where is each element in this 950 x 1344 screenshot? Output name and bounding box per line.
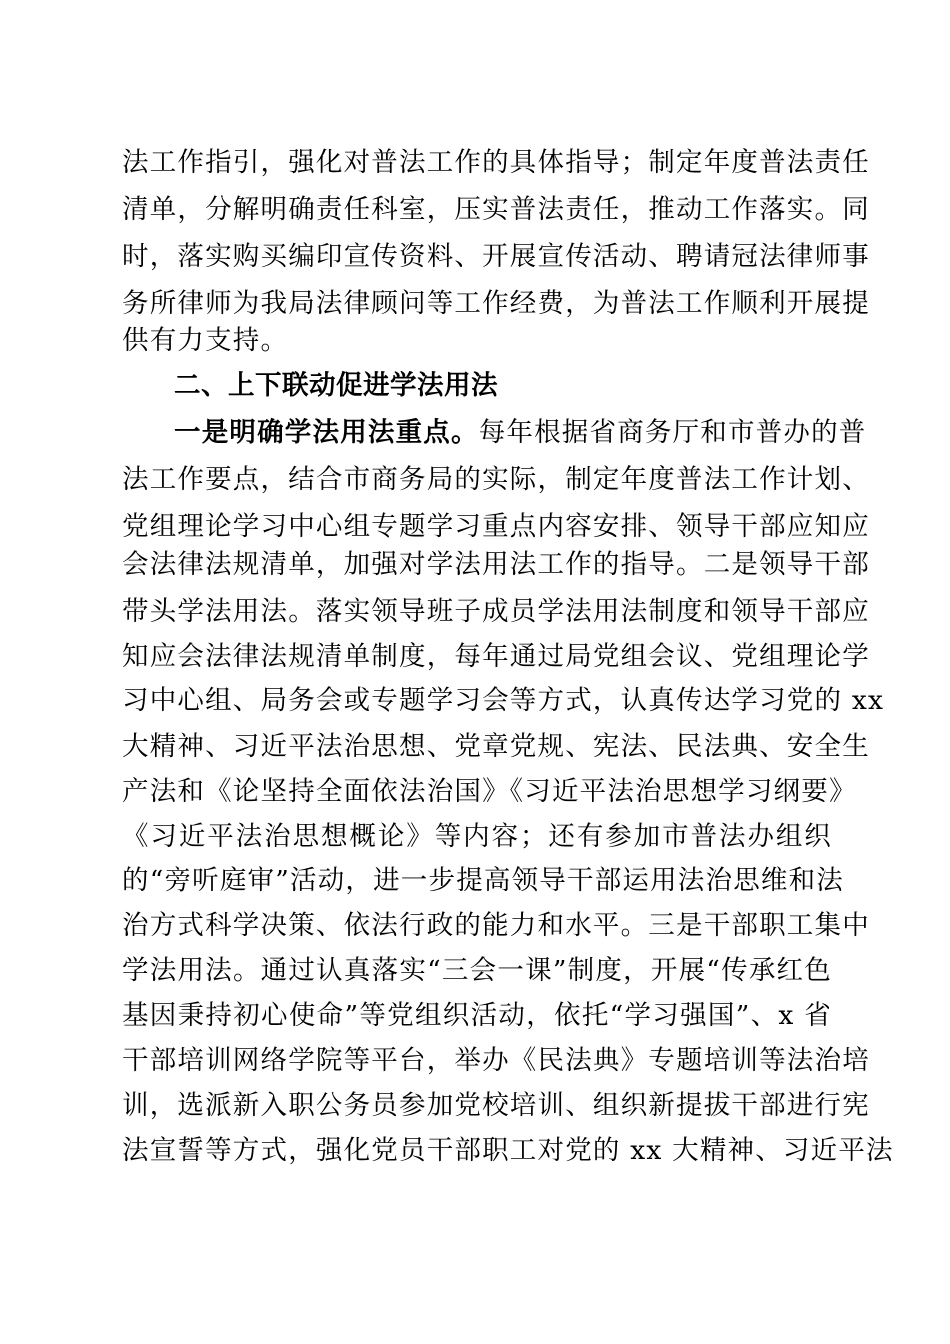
paragraph-1-line-5: 供有力支持。 <box>122 325 289 356</box>
paragraph-2-line-10: 《习近平法治思想概论》等内容；还有参加市普法办组织 <box>122 821 832 852</box>
paragraph-2-line-9: 产法和《论坚持全面依法治国》《习近平法治思想学习纲要》 <box>122 776 857 807</box>
paragraph-2-line-4: 会法律法规清单，加强对学法用法工作的指导。二是领导干部 <box>122 549 870 580</box>
paragraph-1-line-1: 法工作指引，强化对普法工作的具体指导；制定年度普法责任 <box>122 147 870 178</box>
paragraph-2-line-13: 学法用法。通过认真落实“三会一课”制度，开展“传承红色 <box>122 955 832 986</box>
paragraph-2-line-1 <box>174 413 867 453</box>
paragraph-2-line-12: 治方式科学决策、依法行政的能力和水平。三是干部职工集中 <box>122 910 870 941</box>
paragraph-2-line-3: 党组理论学习中心组专题学习重点内容安排、领导干部应知应 <box>122 511 870 542</box>
paragraph-2-line-8: 大精神、习近平法治思想、党章党规、宪法、民法典、安全生 <box>122 731 870 762</box>
paragraph-2-line-16: 训，选派新入职公务员参加党校培训、组织新提拔干部进行宪 <box>122 1090 870 1121</box>
paragraph-2-lead-rest: 每年根据省商务厅和市普办的普 <box>478 417 867 448</box>
paragraph-2-line-7: 习中心组、局务会或专题学习会等方式，认真传达学习党的 xx <box>122 685 885 716</box>
section-heading: 二、上下联动促进学法用法 <box>174 370 498 401</box>
paragraph-1-line-4: 务所律师为我局法律顾问等工作经费，为普法工作顺利开展提 <box>122 288 870 319</box>
paragraph-2-lead-bold: 一是明确学法用法重点。 <box>174 417 479 448</box>
paragraph-2-line-6: 知应会法律法规清单制度，每年通过局党组会议、党组理论学 <box>122 641 870 672</box>
paragraph-1-line-2: 清单，分解明确责任科室，压实普法责任，推动工作落实。同 <box>122 194 870 225</box>
paragraph-2-line-15: 干部培训网络学院等平台，举办《民法典》专题培训等法治培 <box>122 1045 870 1076</box>
paragraph-2-line-17: 法宣誓等方式，强化党员干部职工对党的 xx 大精神、习近平法 <box>122 1135 894 1166</box>
paragraph-1-line-3: 时，落实购买编印宣传资料、开展宣传活动、聘请冠法律师事 <box>122 241 870 272</box>
paragraph-2-line-11: 的“旁听庭审”活动，进一步提高领导干部运用法治思维和法 <box>122 865 844 896</box>
paragraph-2-line-2: 法工作要点，结合市商务局的实际，制定年度普法工作计划、 <box>122 464 870 495</box>
paragraph-2-line-5: 带头学法用法。落实领导班子成员学法用法制度和领导干部应 <box>122 596 870 627</box>
paragraph-2-line-14: 基因秉持初心使命”等党组织活动，依托“学习强国”、x 省 <box>122 1000 832 1031</box>
